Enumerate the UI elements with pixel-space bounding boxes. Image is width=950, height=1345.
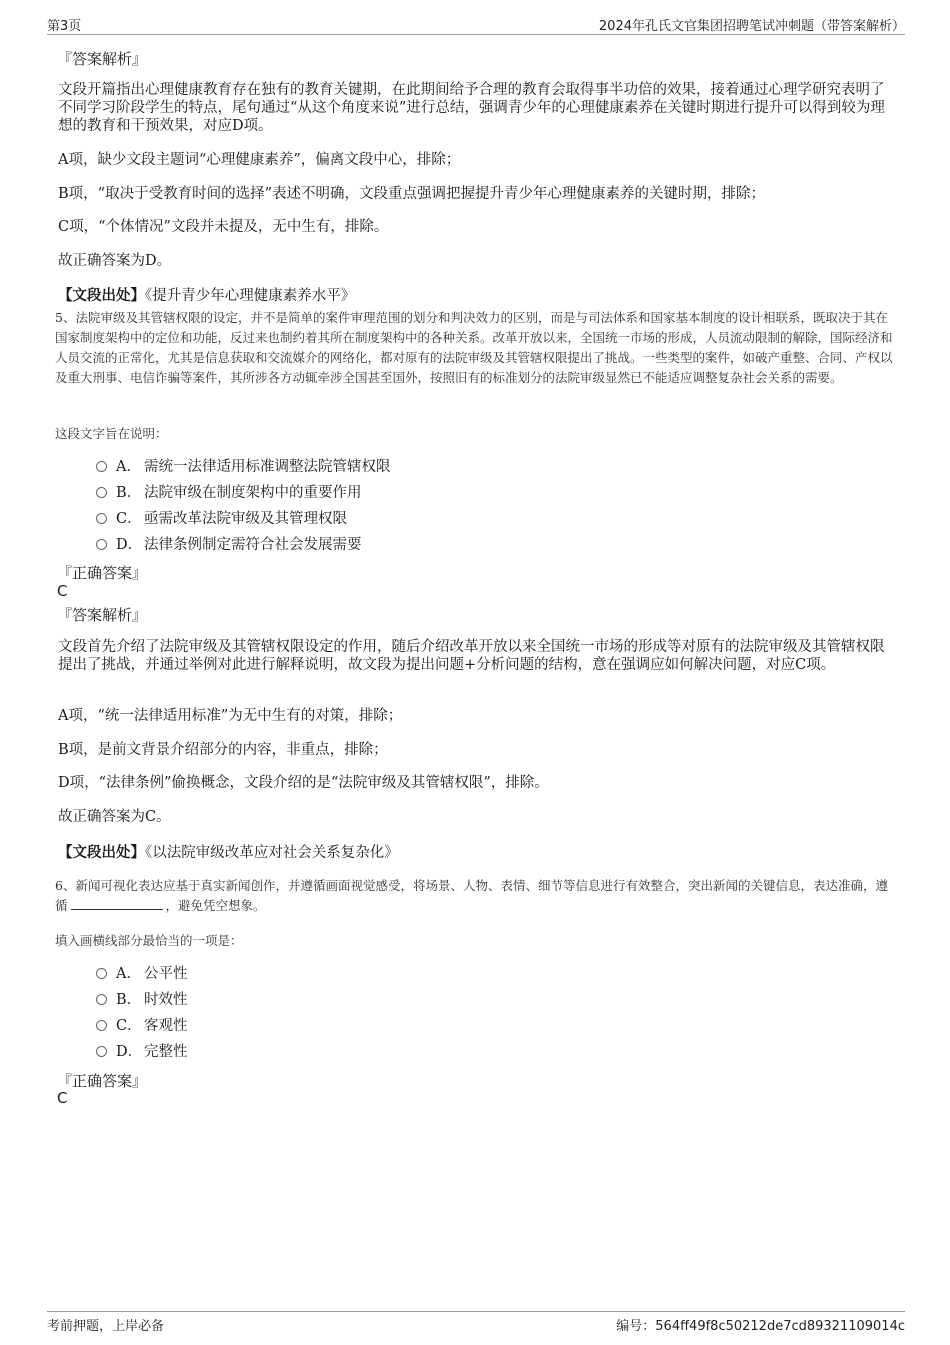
correct-answer-label: 『正确答案』 bbox=[57, 564, 148, 582]
conclusion: 故正确答案为C。 bbox=[58, 809, 171, 825]
analysis-option-d: D项，“法律条例”偷换概念，文段介绍的是“法院审级及其管辖权限”，排除。 bbox=[58, 775, 549, 791]
radio-icon[interactable] bbox=[96, 539, 107, 550]
radio-icon[interactable] bbox=[96, 487, 107, 498]
analysis-label: 『答案解析』 bbox=[57, 606, 148, 624]
analysis-label: 『答案解析』 bbox=[57, 50, 148, 68]
page-footer bbox=[47, 1311, 905, 1336]
analysis-text: 文段开篇指出心理健康教育存在独有的教育关键期，在此期间给予合理的教育会取得事半功倍的效果，接着通过心理学研究表明了不同学习阶段学生的特点，尾句通过“从这个角度来说”进行总结，强调青少年的心理健康素养在关键时期进行提升可以得到较为理想的教育和干预效果，对应D项。 bbox=[58, 82, 885, 134]
footer-slogan: 考前押题，上岸必备 bbox=[47, 1319, 165, 1334]
source-title: 《提升青少年心理健康素养水平》 bbox=[145, 288, 356, 304]
question-6-option-d[interactable]: D． 完整性 bbox=[96, 1042, 188, 1062]
correct-answer-label: 『正确答案』 bbox=[57, 1072, 148, 1090]
question-5-text: 5、法院审级及其管辖权限的设定，并不是简单的案件审理范围的划分和判决效力的区别，而是与司法体系和国家基本制度的设计相联系，既取决于其在国家制度架构中的定位和功能，反过来也制约着其所在制度架构中的各种关系。改革开放以来，全国统一市场的形成，人员流动限制的解除，国际经济和人员交流的正常化，尤其是信息获取和交流媒介的网络化，都对原有的法院审级及其管辖权限提出了挑战。一些类型的案件，如破产重整、合同、产权以及重大刑事、电信诈骗等案件，其所涉各方动辄牵涉全国甚至国外，按照旧有的标准划分的法院审级显然已不能适应调整复杂社会关系的需要。 bbox=[55, 310, 893, 385]
source-label: 【文段出处】 bbox=[58, 844, 145, 861]
question-6-option-a[interactable]: A． 公平性 bbox=[96, 964, 188, 984]
question-5-option-d[interactable]: D． 法律条例制定需符合社会发展需要 bbox=[96, 535, 362, 555]
fill-in-blank bbox=[71, 897, 163, 910]
question-5-stem: 这段文字旨在说明： bbox=[55, 426, 168, 441]
analysis-text: 文段首先介绍了法院审级及其管辖权限设定的作用，随后介绍改革开放以来全国统一市场的形成等对原有的法院审级及其管辖权限提出了挑战，并通过举例对此进行解释说明，故文段为提出问题+分析问题的结构，意在强调应如何解决问题，对应C项。 bbox=[58, 639, 885, 673]
question-6-option-b[interactable]: B． 时效性 bbox=[96, 990, 188, 1010]
document-code: 编号：564ff49f8c50212de7cd89321109014c bbox=[616, 1319, 905, 1334]
question-6-option-c[interactable]: C． 客观性 bbox=[96, 1016, 188, 1036]
source-title: 《以法院审级改革应对社会关系复杂化》 bbox=[145, 845, 399, 861]
radio-icon[interactable] bbox=[96, 1046, 107, 1057]
source-label: 【文段出处】 bbox=[58, 287, 145, 304]
radio-icon[interactable] bbox=[96, 461, 107, 472]
conclusion: 故正确答案为D。 bbox=[58, 253, 172, 269]
source-line bbox=[58, 841, 399, 862]
question-6-stem: 填入画横线部分最恰当的一项是： bbox=[55, 933, 243, 948]
document-title: 2024年孔氏文官集团招聘笔试冲刺题（带答案解析） bbox=[598, 19, 905, 34]
correct-answer: C bbox=[57, 582, 68, 600]
question-5-option-c[interactable]: C． 亟需改革法院审级及其管理权限 bbox=[96, 509, 347, 529]
analysis-option-b: B项，“取决于受教育时间的选择”表述不明确，文段重点强调把握提升青少年心理健康素养的关键时期，排除； bbox=[58, 186, 765, 202]
radio-icon[interactable] bbox=[96, 513, 107, 524]
question-5-option-b[interactable]: B． 法院审级在制度架构中的重要作用 bbox=[96, 483, 362, 503]
correct-answer: C bbox=[57, 1089, 68, 1107]
analysis-option-a: A项，缺少文段主题词“心理健康素养”，偏离文段中心，排除； bbox=[58, 152, 461, 168]
page-number: 第3页 bbox=[47, 19, 82, 34]
question-6-text: 6、新闻可视化表达应基于真实新闻创作，并遵循画面视觉感受，将场景、人物、表情、细节等信息进行有效整合，突出新闻的关键信息，表达准确，遵循 ，避免凭空想象。 bbox=[55, 878, 888, 913]
radio-icon[interactable] bbox=[96, 1020, 107, 1031]
analysis-option-a: A项，“统一法律适用标准”为无中生有的对策，排除； bbox=[58, 708, 403, 724]
analysis-option-c: C项，“个体情况”文段并未提及，无中生有，排除。 bbox=[58, 219, 389, 235]
analysis-option-b: B项，是前文背景介绍部分的内容，非重点，排除； bbox=[58, 742, 388, 758]
radio-icon[interactable] bbox=[96, 968, 107, 979]
page-header bbox=[47, 12, 905, 35]
question-5-option-a[interactable]: A． 需统一法律适用标准调整法院管辖权限 bbox=[96, 457, 391, 477]
radio-icon[interactable] bbox=[96, 994, 107, 1005]
source-line bbox=[58, 284, 355, 305]
